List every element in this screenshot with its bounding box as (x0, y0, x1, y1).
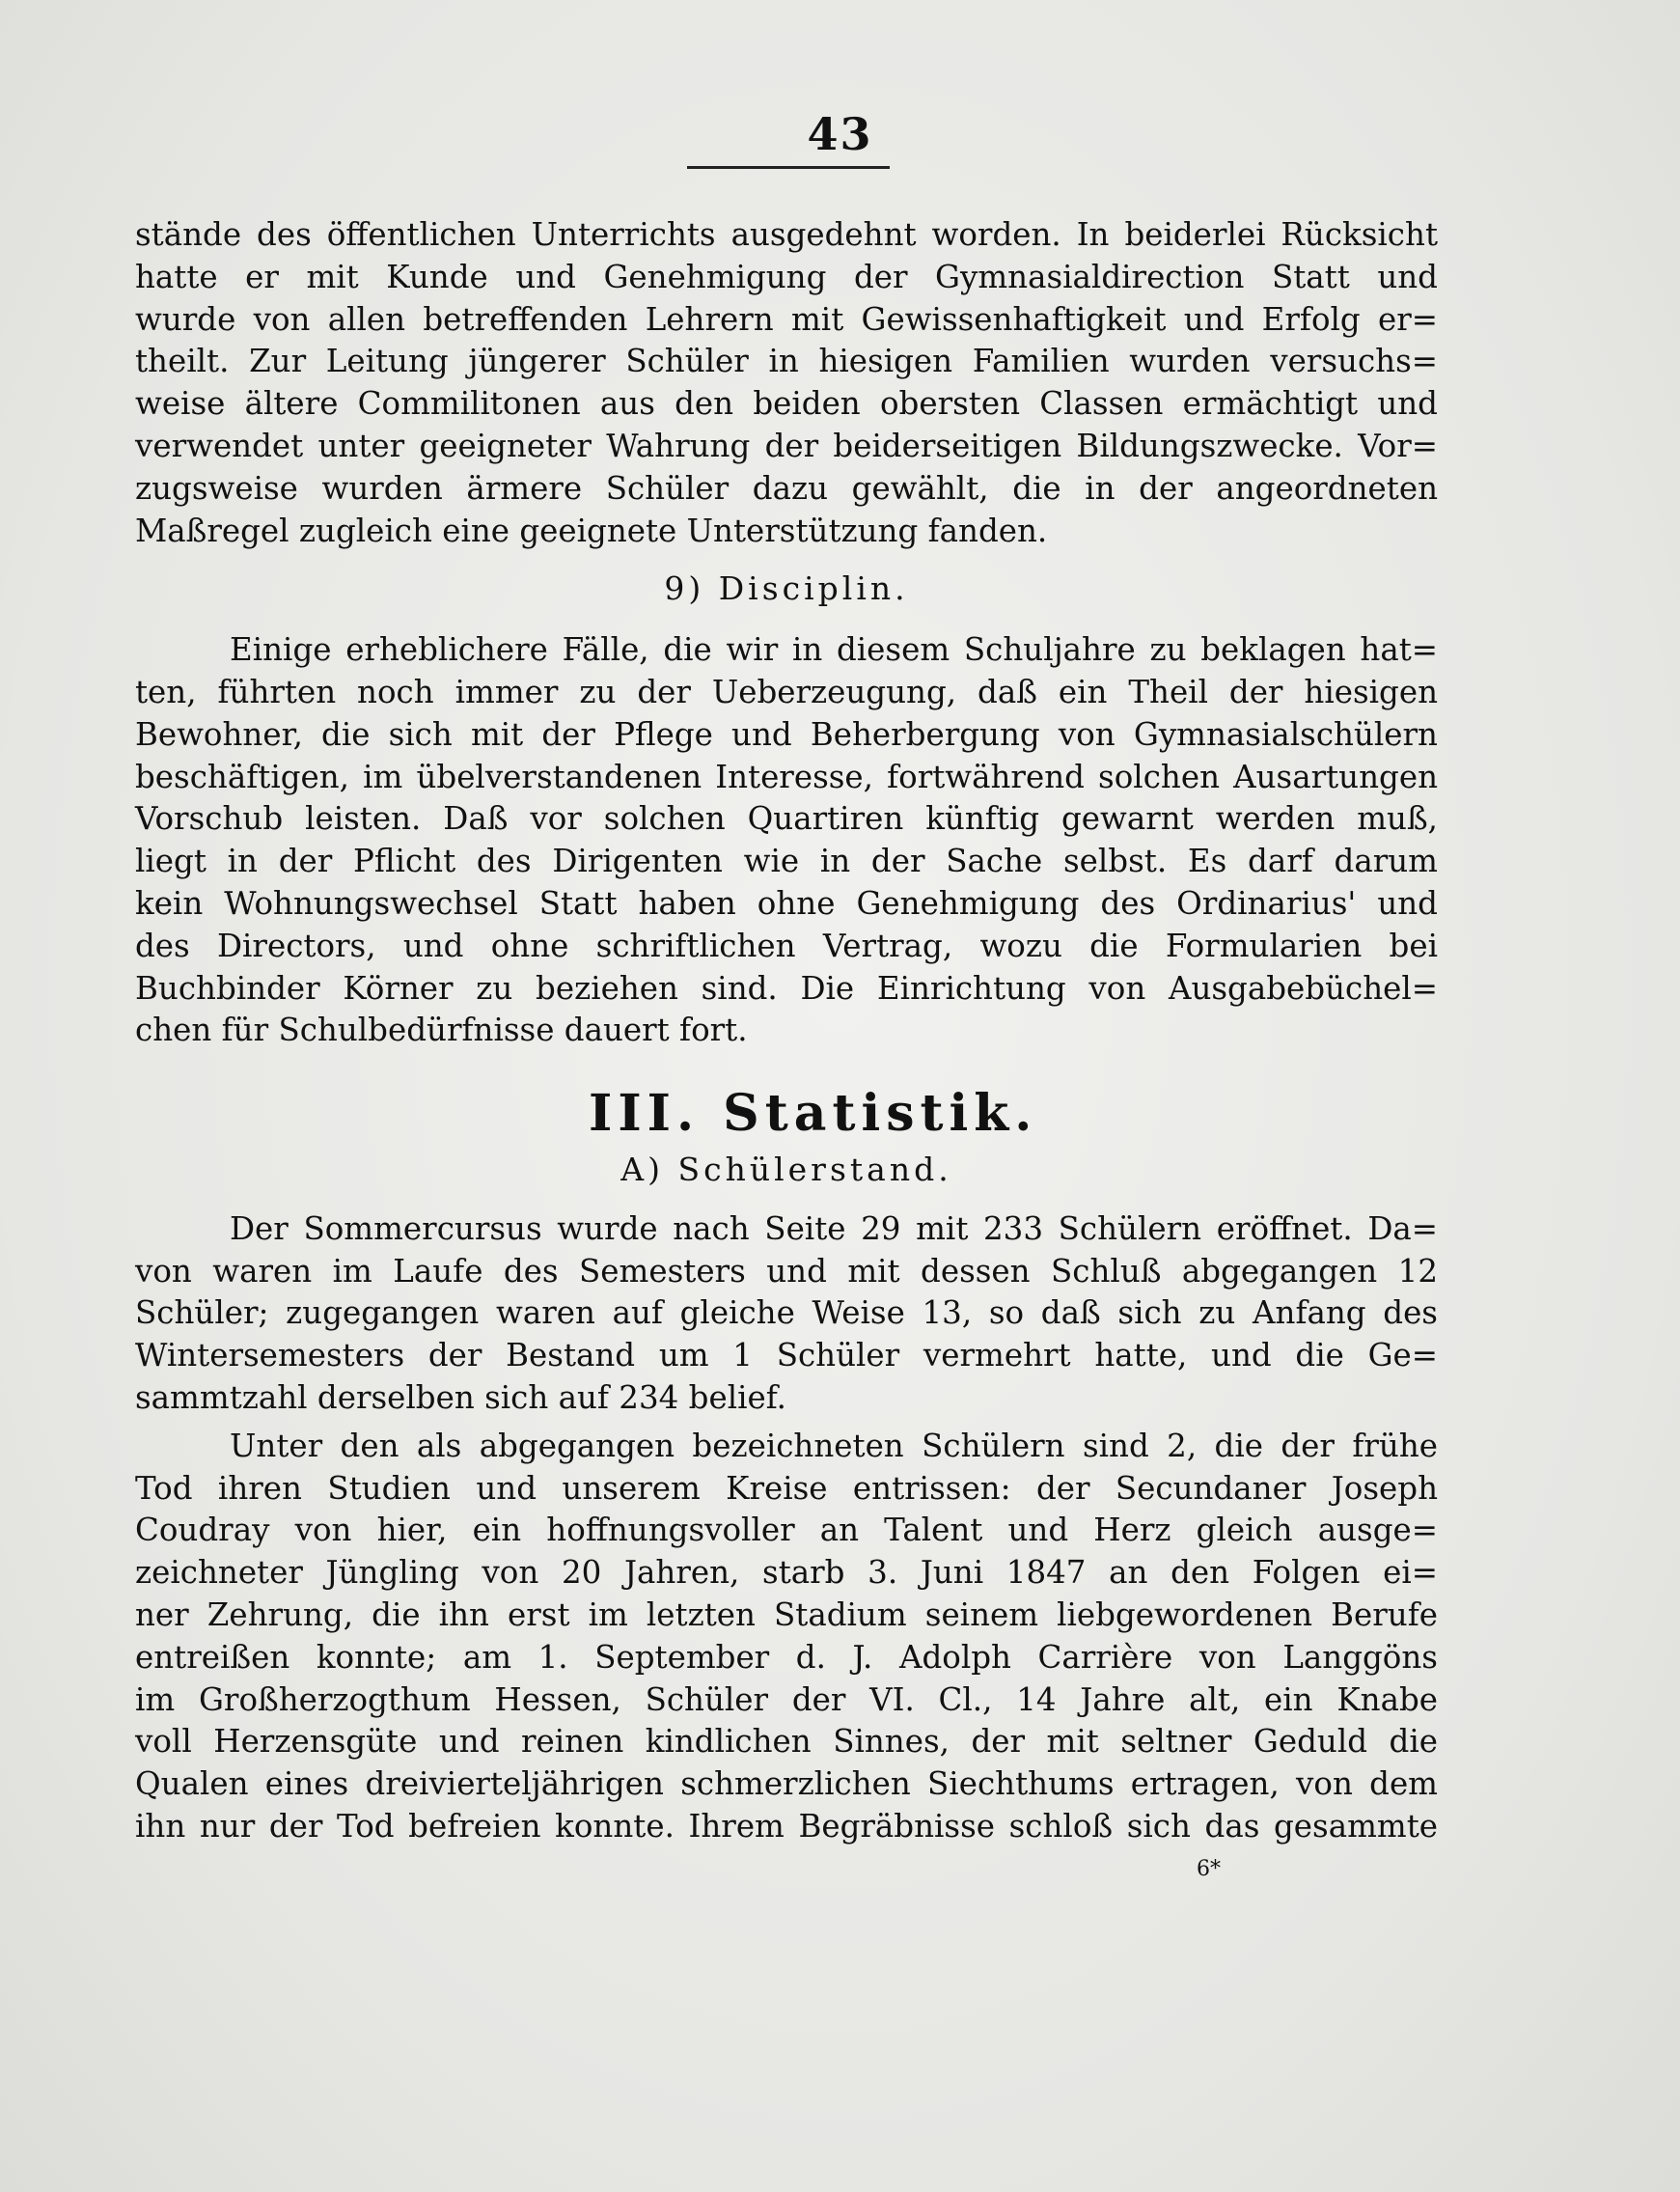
text-line: liegt in der Pflicht des Dirigenten wie in der Sache selbst. Es darf darum (135, 843, 1438, 880)
text-line: Einige erheblichere Fälle, die wir in diesem Schuljahre zu beklagen hat= (230, 631, 1438, 669)
text-line: ten, führten noch immer zu der Ueberzeugung, daß ein Theil der hiesigen (135, 673, 1438, 710)
text-line: entreißen konnte; am 1. September d. J. Adolph Carrière von Langgöns (135, 1638, 1438, 1676)
text-line: Der Sommercursus wurde nach Seite 29 mit 233 Schülern eröffnet. Da= (230, 1209, 1438, 1247)
text-line: theilt. Zur Leitung jüngerer Schüler in hiesigen Familien wurden versuchs= (135, 343, 1438, 380)
text-line: kein Wohnungswechsel Statt haben ohne Genehmigung des Ordinarius' und (135, 884, 1438, 922)
text-line: wurde von allen betreffenden Lehrern mit Gewissenhaftigkeit und Erfolg er= (135, 300, 1438, 338)
text-line: ihn nur der Tod befreien konnte. Ihrem Begräbnisse schloß sich das gesammte (135, 1807, 1438, 1845)
section-heading-disciplin: 9) Disciplin. (664, 569, 909, 608)
text-line: Coudray von hier, ein hoffnungsvoller an Talent und Herz gleich ausge= (135, 1512, 1438, 1549)
text-line: Schüler; zugegangen waren auf gleiche Weise 13, so daß sich zu Anfang des (135, 1294, 1438, 1332)
text-line: Unter den als abgegangen bezeichneten Schülern sind 2, die der frühe (230, 1427, 1438, 1464)
text-line: zeichneter Jüngling von 20 Jahren, starb 3. Juni 1847 an den Folgen ei= (135, 1554, 1438, 1592)
text-line: Maßregel zugleich eine geeignete Unterstützung fanden. (135, 512, 1048, 549)
signature-mark: 6* (1197, 1857, 1221, 1881)
text-line: Tod ihren Studien und unserem Kreise entrissen: der Secundaner Joseph (135, 1469, 1438, 1507)
text-line: Bewohner, die sich mit der Pflege und Beherbergung von Gymnasialschülern (135, 715, 1438, 753)
text-line: sammtzahl derselben sich auf 234 belief. (135, 1378, 786, 1416)
text-line: ner Zehrung, die ihn erst im letzten Stadium seinem liebgewordenen Berufe (135, 1595, 1438, 1633)
text-line: Qualen eines dreivierteljährigen schmerzlichen Siechthums ertragen, von dem (135, 1765, 1438, 1803)
page-number: 43 (807, 108, 873, 160)
text-line: verwendet unter geeigneter Wahrung der beiderseitigen Bildungszwecke. Vor= (135, 427, 1438, 464)
paragraph-intro (135, 214, 1438, 552)
text-line: chen für Schulbedürfnisse dauert fort. (135, 1012, 748, 1049)
text-line: Wintersemesters der Bestand um 1 Schüler vermehrt hatte, und die Ge= (135, 1337, 1438, 1374)
paragraph-disciplin (135, 629, 1438, 1052)
text-line: des Directors, und ohne schriftlichen Vertrag, wozu die Formularien bei (135, 927, 1438, 964)
text-line: stände des öffentlichen Unterrichts ausgedehnt worden. In beiderlei Rücksicht (135, 216, 1438, 253)
subsection-heading-schuelerstand: A) Schülerstand. (620, 1150, 952, 1188)
text-line: zugsweise wurden ärmere Schüler dazu gewählt, die in der angeordneten (135, 469, 1438, 507)
body-text (135, 214, 1438, 1848)
header-rule (687, 166, 890, 169)
paragraph-schuelerstand (135, 1208, 1438, 1420)
text-line: Buchbinder Körner zu beziehen sind. Die Einrichtung von Ausgabebüchel= (135, 969, 1438, 1007)
text-line: voll Herzensgüte und reinen kindlichen Sinnes, der mit seltner Geduld die (135, 1723, 1438, 1761)
text-line: Vorschub leisten. Daß vor solchen Quartiren künftig gewarnt werden muß, (135, 800, 1438, 838)
text-line: im Großherzogthum Hessen, Schüler der VI. Cl., 14 Jahre alt, ein Knabe (135, 1680, 1438, 1718)
paragraph-abgang (135, 1426, 1438, 1848)
text-line: von waren im Laufe des Semesters und mit dessen Schluß abgegangen 12 (135, 1252, 1438, 1290)
chapter-heading-statistik: III. Statistik. (589, 1084, 1038, 1144)
text-line: weise ältere Commilitonen aus den beiden obersten Classen ermächtigt und (135, 385, 1438, 423)
text-line: hatte er mit Kunde und Genehmigung der Gymnasialdirection Statt und (135, 258, 1438, 295)
text-line: beschäftigen, im übelverstandenen Interesse, fortwährend solchen Ausartungen (135, 758, 1438, 795)
